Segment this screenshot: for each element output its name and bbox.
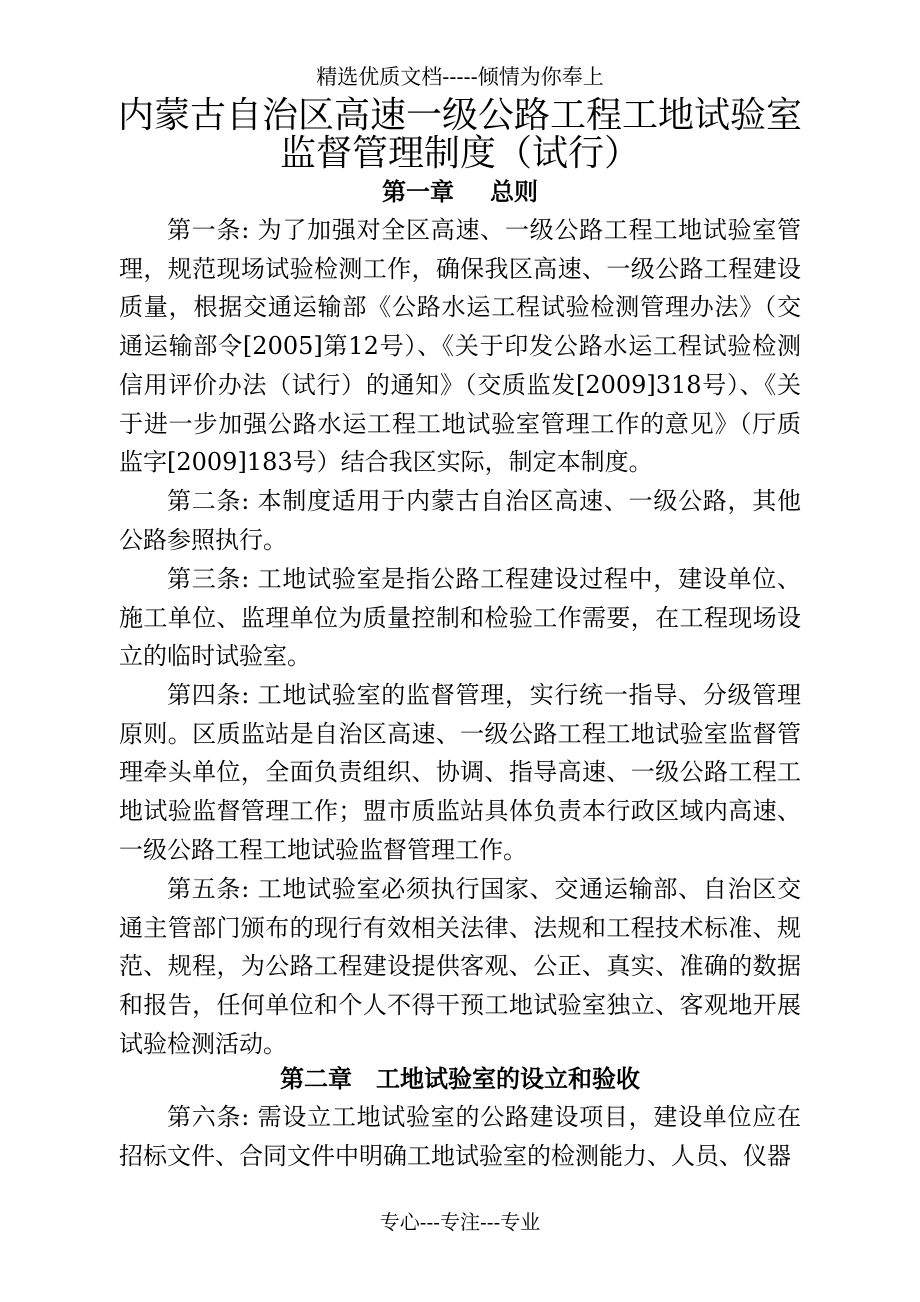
article-1: 第一条: 为了加强对全区高速、一级公路工程工地试验室管理，规范现场试验检测工作，确保我区高速、一级公路工程建设质量，根据交通运输部《公路水运工程试验检测管理办法》（交通运输部令[2005]第12号）、《关于印发公路水运工程试验检测信用评价办法（试行）的通知》（交质监发[2009]318号）、《关于进一步加强公路水运工程工地试验室管理工作的意见》（厅质监字[2009]183号）结合我区实际，制定本制度。 xyxy=(119,216,801,477)
chapter-2-name: 工地试验室的设立和验收 xyxy=(376,1064,640,1093)
footer-note: 专心---专注---专业 xyxy=(379,1210,541,1234)
document-title-line2: 监督管理制度（试行） xyxy=(279,133,640,174)
header-note: 精选优质文档-----倾情为你奉上 xyxy=(316,65,604,89)
chapter-2-heading xyxy=(0,1062,920,1096)
document-title-line1: 内蒙古自治区高速一级公路工程工地试验室 xyxy=(117,95,802,136)
chapter-2-number: 第二章 xyxy=(280,1064,352,1093)
article-6: 第六条: 需设立工地试验室的公路建设项目，建设单位应在招标文件、合同文件中明确工地试验室的检测能力、人员、仪器 xyxy=(119,1103,801,1170)
article-4: 第四条: 工地试验室的监督管理，实行统一指导、分级管理原则。区质监站是自治区高速、一级公路工程工地试验室监督管理牵头单位，全面负责组织、协调、指导高速、一级公路工程工地试验监督管理工作；盟市质监站具体负责本行政区域内高速、一级公路工程工地试验监督管理工作。 xyxy=(119,681,801,864)
article-2: 第二条: 本制度适用于内蒙古自治区高速、一级公路，其他公路参照执行。 xyxy=(119,487,801,554)
article-3: 第三条: 工地试验室是指公路工程建设过程中，建设单位、施工单位、监理单位为质量控制和检验工作需要，在工程现场设立的临时试验室。 xyxy=(119,565,801,671)
chapter-1-number: 第一章 xyxy=(382,177,454,206)
article-5: 第五条: 工地试验室必须执行国家、交通运输部、自治区交通主管部门颁布的现行有效相关法律、法规和工程技术标准、规范、规程，为公路工程建设提供客观、公正、真实、准确的数据和报告，任何单位和个人不得干预工地试验室独立、客观地开展试验检测活动。 xyxy=(119,875,801,1058)
chapter-1-heading xyxy=(0,175,920,209)
chapter-1-name: 总则 xyxy=(490,177,538,206)
